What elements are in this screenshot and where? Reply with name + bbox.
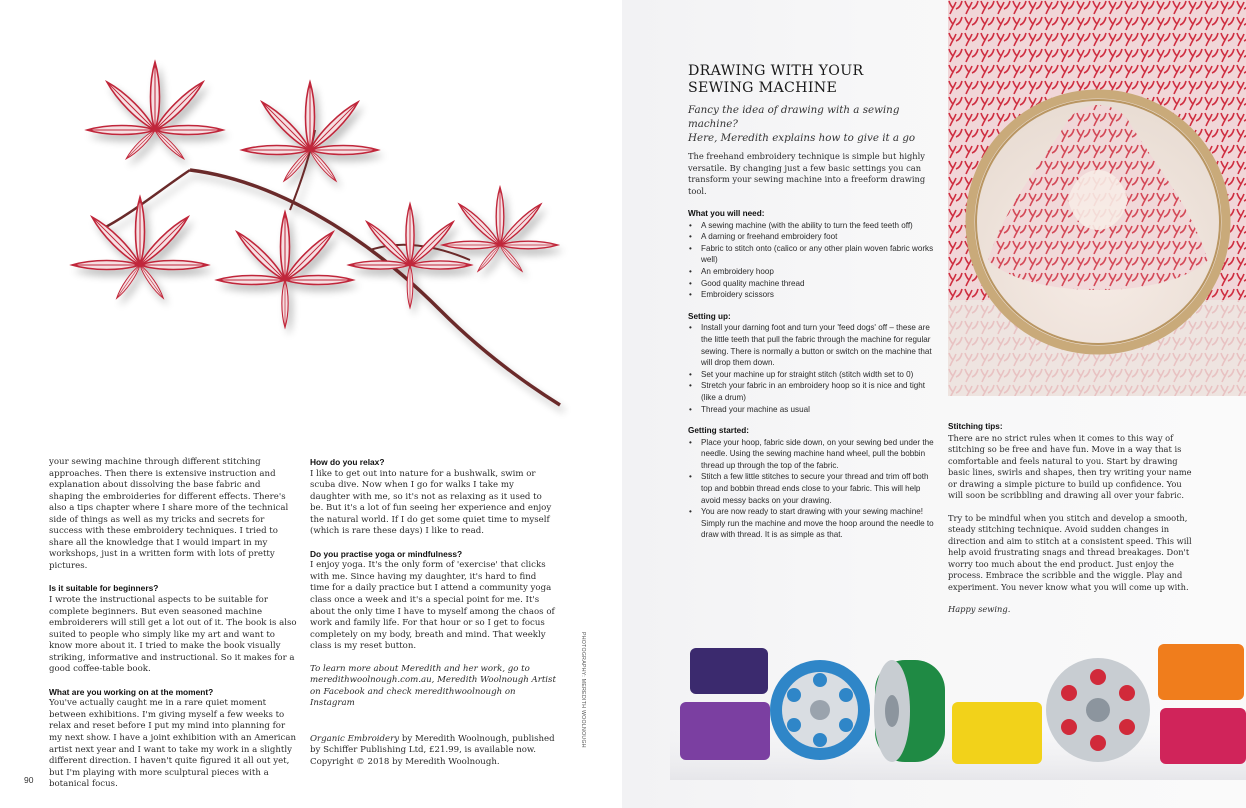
paragraph: I enjoy yoga. It's the only form of 'exercise' that clicks with me. Since having my daughter, it's hard to find time for a daily practice but I attend a community yoga class once a week and it's a special point for me. It's about the only time I have to myself among the chaos of work and family life. For that hour or so I get to focus completely on my body, breath and mind. That weekly class is my reset button. [310, 560, 555, 652]
section-heading: Setting up: [688, 311, 731, 321]
list-item: • Stitch a few little stitches to secure your thread and trim off both top and bobbin thread ends close to your fabric. This will help avoid messy backs on your drawing. [701, 471, 934, 506]
book-title: Organic Embroidery [310, 733, 400, 744]
thread-spools-photo [670, 630, 1246, 780]
paragraph: You've actually caught me in a rare quiet moment between exhibitions. I'm giving myself a few weeks to relax and reset before I put my mind into planning for my next show. I have a joint exhibition with an American artist next year and I want to take my work in a slightly different direction. I haven't quite figured it all out yet, but I'm playing with more sculptural pieces with a botanical focus. [49, 698, 297, 790]
paragraph: I like to get out into nature for a bushwalk, swim or scuba dive. Now when I go for walks I take my daughter with me, so it's not as relaxing as it used to be. But it's a lot of fun seeing her experience and enjoy the natural world. If I do get some quiet time to myself (which is rare these days) I like to read. [310, 468, 552, 537]
list-item: • An embroidery hoop [701, 266, 934, 278]
list-item: • Thread your machine as usual [701, 404, 934, 416]
section-heading: Getting started: [688, 426, 749, 436]
list-item: • A sewing machine (with the ability to turn the feed teeth off) [701, 220, 934, 232]
paragraph: There are no strict rules when it comes to this way of stitching so be free and have fun. Move in a way that is comfortable and feels natural to you. Start by drawing basic lines, swirls and shapes, then try writing your name or drawing a simple picture to build up confidence. You will soon be scribbling and drawing all over your fabric. [948, 432, 1192, 501]
start-list [688, 437, 934, 541]
question-heading: Is it suitable for beginners? [49, 583, 159, 594]
list-item: • Install your darning foot and turn your 'feed dogs' off – these are the little teeth that pull the fabric through the machine for regular sewing. There is normally a button or switch on the machine that will drop them down. [701, 322, 934, 368]
book-credit: Organic Embroidery by Meredith Woolnough, published by Schiffer Publishing Ltd, £21.99, is available now. Copyright © 2018 by Meredith Woolnough. [310, 733, 555, 768]
question-heading: Do you practise yoga or mindfulness? [310, 548, 463, 559]
interview-column-2 [310, 457, 556, 780]
setup-list [688, 322, 934, 415]
list-item: • Good quality machine thread [701, 278, 934, 290]
list-item: • A darning or freehand embroidery foot [701, 231, 934, 243]
section-heading: Stitching tips: [948, 422, 1003, 431]
instructions-column [688, 151, 934, 551]
signoff: Happy sewing. [948, 604, 1011, 615]
section-heading: What you will need: [688, 209, 765, 218]
list-item: • Set your machine up for straight stitch (stitch width set to 0) [701, 369, 934, 381]
page-number: 90 [24, 775, 34, 785]
list-item: • Fabric to stitch onto (calico or any other plain woven fabric works well) [701, 243, 934, 266]
paragraph: your sewing machine through different stitching approaches. Then there is extensive instruction and explanation about dissolving the base fabric and shaping the embroideries for different effects. There's also a tips chapter where I share more of the technical side of things as well as my tricks and secrets for success with these embroidery techniques. I tried to share all the knowledge that I would impart in my workshops, just in a written form with lots of pretty pictures. [49, 457, 289, 571]
list-item: • You are now ready to start drawing with your sewing machine! Simply run the machine and move the hoop around the needle to draw with thread. It is as simple as that. [701, 506, 934, 541]
question-heading: What are you working on at the moment? [49, 686, 214, 697]
list-item: • Place your hoop, fabric side down, on your sewing bed under the needle. Using the sewing machine hand wheel, pull the bobbin thread up through the top of the fabric. [701, 437, 934, 472]
article-title: DRAWING WITH YOUR SEWING MACHINE [688, 63, 864, 96]
tips-column [948, 421, 1194, 627]
interview-column-1 [49, 457, 297, 802]
paragraph: Try to be mindful when you stitch and develop a smooth, steady stitching technique. Avoid sudden changes in direction and aim to stitch at a consistent speed. This will help avoid frustrating snags and thread breakages. Don't worry too much about the end product. Just enjoy the process. Embrace the scribble and the wiggle. Play and experiment. You never know what you will come up with. [948, 512, 1192, 592]
standfirst: Fancy the idea of drawing with a sewing machine? Here, Meredith explains how to give it a go [688, 104, 916, 144]
paragraph: I wrote the instructional aspects to be suitable for complete beginners. But even seasoned machine embroiderers will still get a lot out of it. The book is also suited to people who simply like my art and want to know more about it. I tried to make the book visually striking, informative and instructional. So it makes for a good coffee-table book. [49, 595, 297, 675]
learn-more-note: To learn more about Meredith and her work, go to meredithwoolnough.com.au, Meredith Woolnough Artist on Facebook and check meredithwoolnough on Instagram [310, 663, 556, 709]
photo-credit: PHOTOGRAPHY: MEREDITH WOOLNOUGH [580, 632, 586, 748]
list-item: • Stretch your fabric in an embroidery hoop so it is nice and tight (like a drum) [701, 380, 934, 403]
embroidery-hoop-photo [948, 0, 1246, 396]
need-list [688, 220, 934, 301]
intro-paragraph: The freehand embroidery technique is simple but highly versatile. By changing just a few basic settings you can transform your sewing machine into a freeform drawing tool. [688, 151, 926, 196]
list-item: • Embroidery scissors [701, 289, 934, 301]
leaf-embroidery-photo [40, 20, 580, 430]
question-heading: How do you relax? [310, 457, 385, 467]
